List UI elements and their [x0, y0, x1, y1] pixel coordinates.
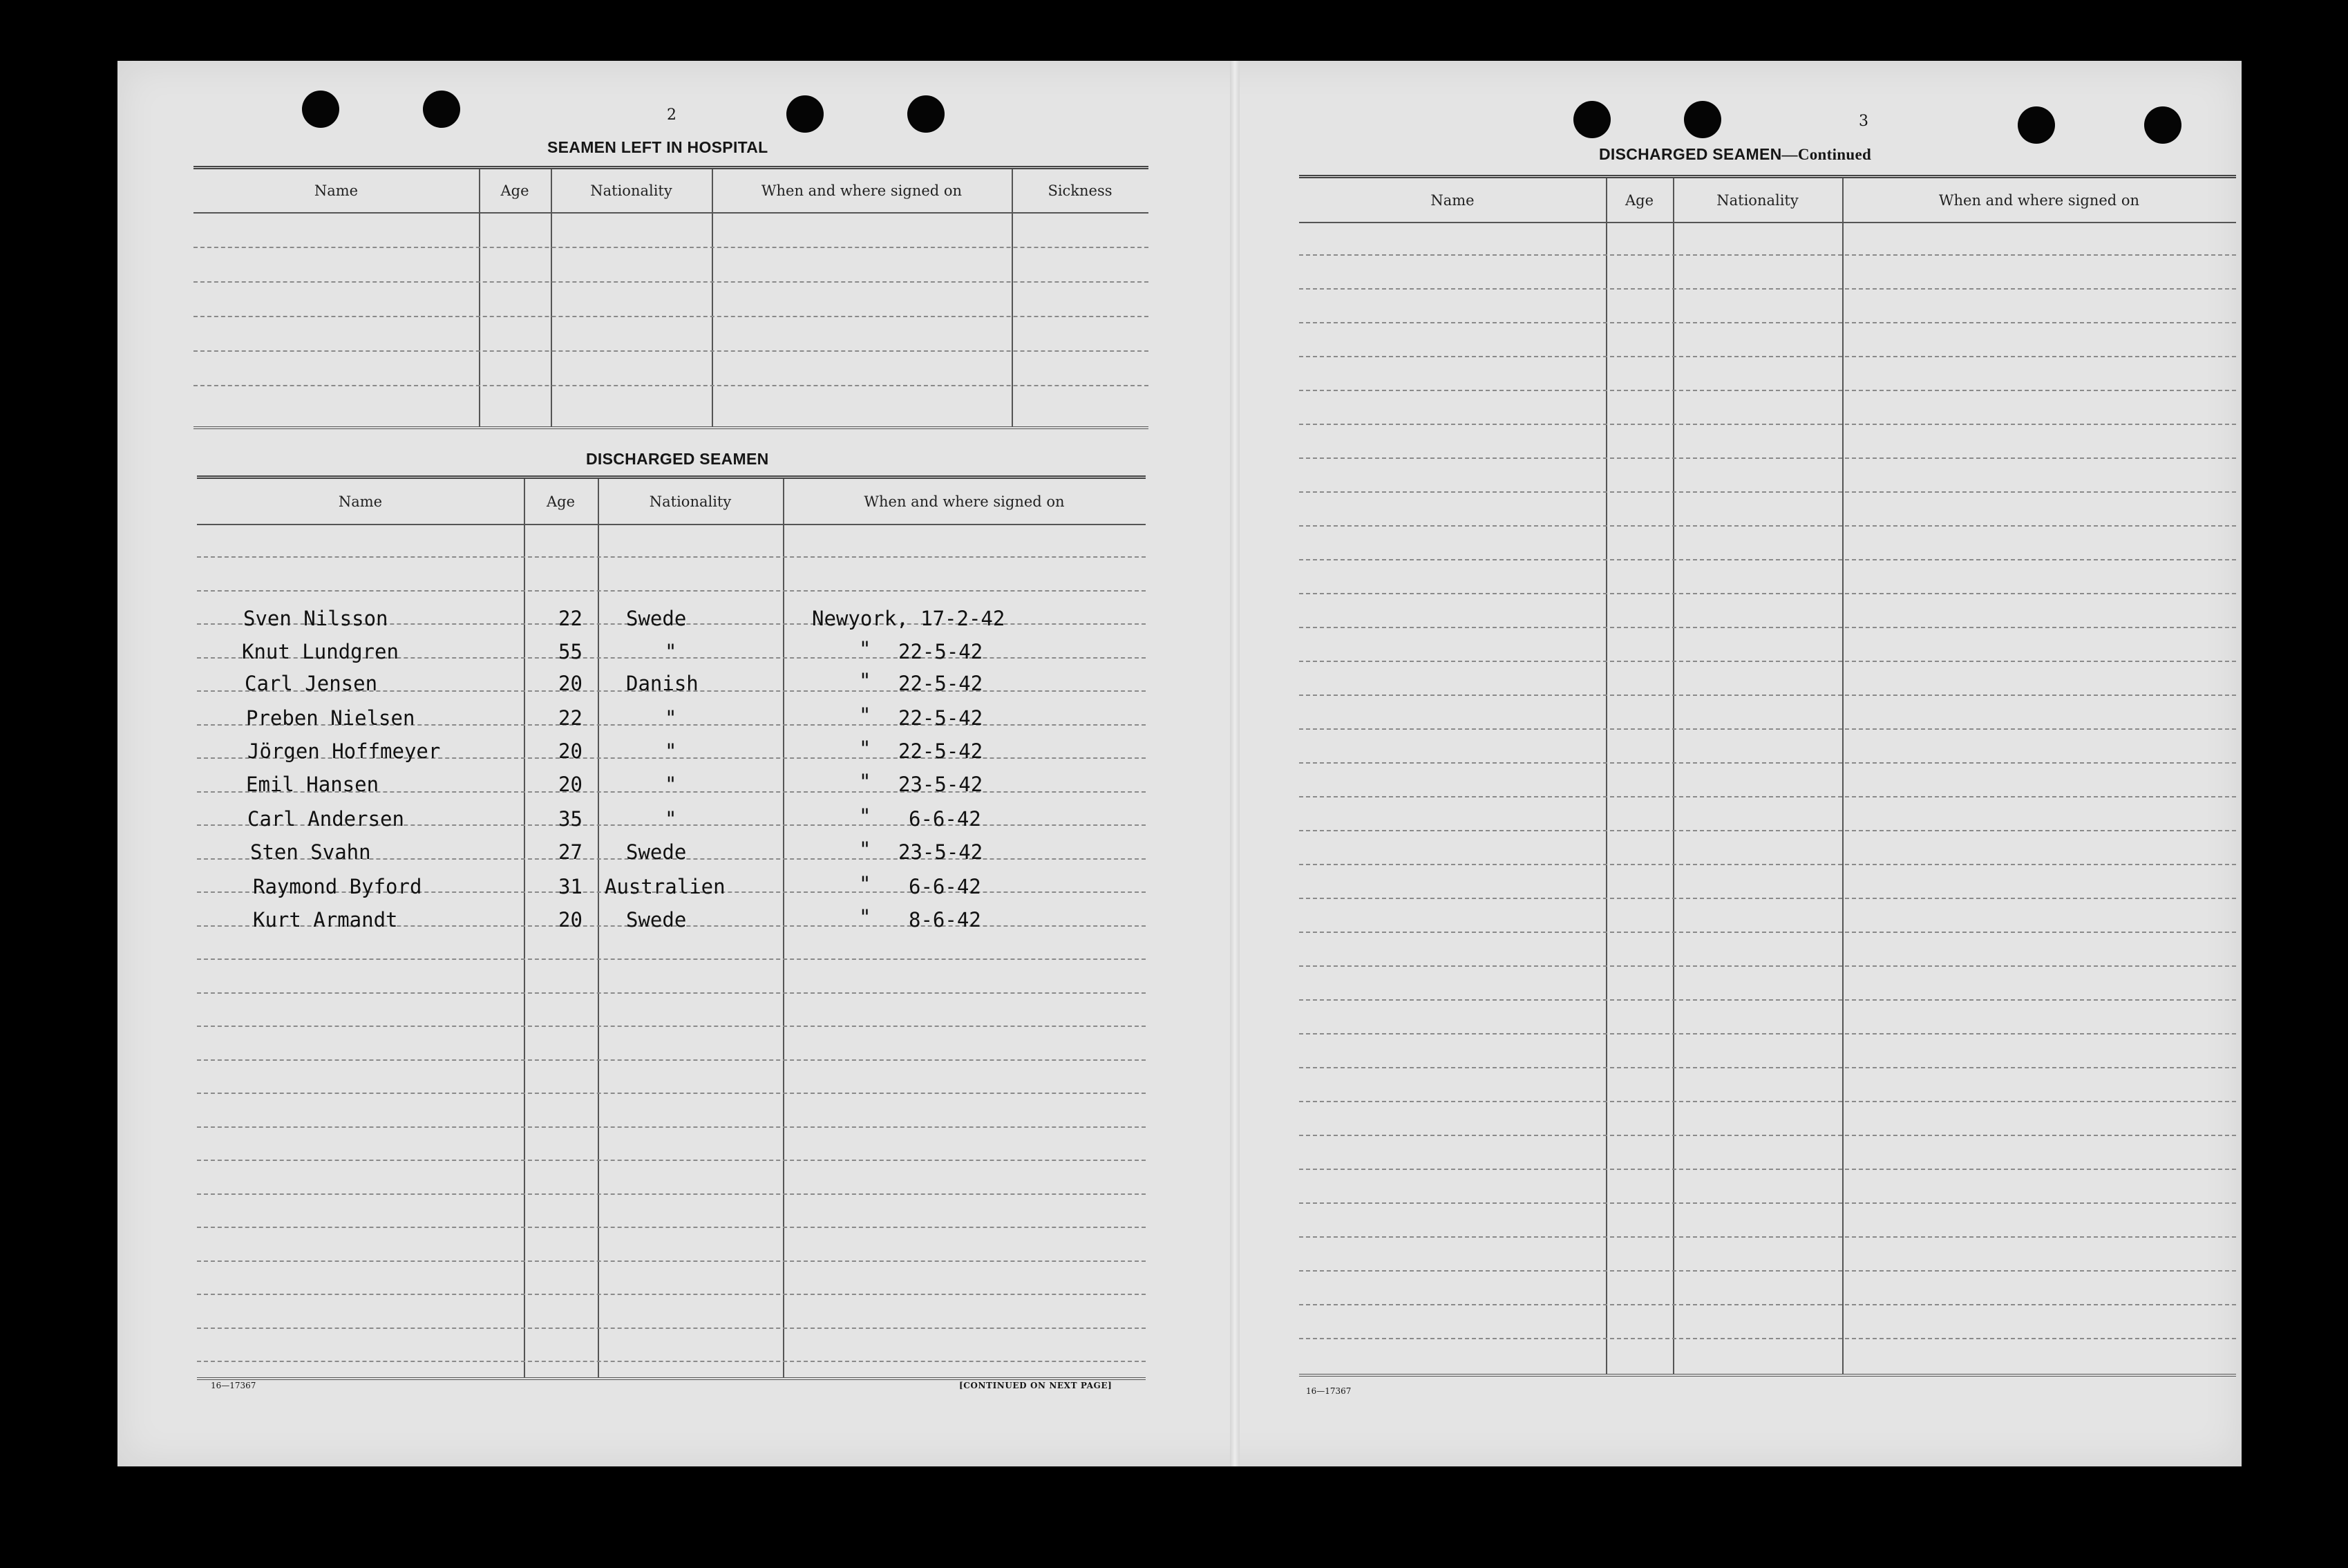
seaman-nationality: " [665, 807, 677, 831]
ditto-mark: " [859, 703, 871, 727]
seaman-age: 20 [558, 672, 583, 695]
column-divider [1606, 178, 1607, 1374]
column-divider [598, 479, 599, 1377]
page-number: 2 [667, 106, 676, 124]
signed-on-date: 22-5-42 [898, 672, 983, 695]
column-divider [712, 169, 713, 426]
ruled-line [1299, 593, 2236, 594]
ruled-line [1299, 491, 2236, 493]
signed-on-date: 22-5-42 [898, 640, 983, 663]
ruled-line [197, 1294, 1146, 1295]
hospital-table [193, 166, 1148, 429]
column-header-age: Age [546, 493, 576, 510]
seaman-age: 20 [558, 739, 583, 763]
ditto-mark: " [859, 804, 871, 828]
seaman-age: 27 [558, 840, 583, 864]
seaman-age: 35 [558, 807, 583, 831]
ruled-line [193, 281, 1148, 283]
ditto-mark: " [859, 637, 871, 661]
ruled-line [193, 316, 1148, 317]
column-divider [551, 169, 552, 426]
signed-on-date: 23-5-42 [898, 840, 983, 864]
signed-on-date: 23-5-42 [898, 773, 983, 796]
left-page [117, 61, 1223, 1466]
ruled-line [193, 247, 1148, 248]
seaman-name: Preben Nielsen [246, 706, 415, 730]
column-header-signed-on: When and where signed on [761, 182, 963, 199]
discharged-section-title: DISCHARGED SEAMEN [586, 450, 769, 468]
seaman-nationality: Swede [626, 607, 687, 630]
seaman-age: 55 [558, 640, 583, 663]
signed-on-date: 6-6-42 [909, 875, 981, 898]
ruled-line [197, 1026, 1146, 1027]
ruled-line [197, 1126, 1146, 1128]
signed-on-date: Newyork, 17-2-42 [812, 607, 1005, 630]
ruled-line [197, 1227, 1146, 1228]
seaman-name: Jörgen Hoffmeyer [247, 739, 441, 763]
ruled-line [1299, 1101, 2236, 1102]
column-header-name: Name [1430, 191, 1475, 209]
seaman-name: Carl Andersen [247, 807, 404, 831]
column-header-nationality: Nationality [590, 182, 672, 199]
ruled-line [1299, 457, 2236, 459]
ruled-line [1299, 1067, 2236, 1068]
document-sheet [117, 61, 2242, 1466]
ruled-line [1299, 627, 2236, 628]
column-divider [1673, 178, 1674, 1374]
ruled-line [1299, 898, 2236, 899]
continued-note: [CONTINUED ON NEXT PAGE] [959, 1381, 1113, 1390]
ruled-line [197, 1328, 1146, 1329]
form-number: 16—17367 [1306, 1386, 1352, 1396]
seaman-name: Raymond Byford [253, 875, 422, 898]
ruled-line [1299, 1270, 2236, 1272]
ruled-line [1299, 1033, 2236, 1035]
ruled-line [1299, 796, 2236, 797]
ruled-line [197, 1193, 1146, 1195]
ruled-line [1299, 965, 2236, 967]
ditto-mark: " [859, 838, 871, 861]
center-fold [1230, 61, 1240, 1466]
column-divider [524, 479, 525, 1377]
seaman-age: 22 [558, 706, 583, 730]
ruled-line [1299, 288, 2236, 290]
ruled-line [197, 992, 1146, 994]
ruled-line [193, 385, 1148, 386]
ruled-line [1299, 864, 2236, 865]
seaman-name: Knut Lundgren [242, 640, 399, 663]
ruled-line [1299, 661, 2236, 662]
seaman-nationality: Swede [626, 908, 687, 932]
seaman-nationality: Australien [605, 875, 726, 898]
signed-on-date: 8-6-42 [909, 908, 981, 932]
ruled-line [1299, 932, 2236, 933]
form-number: 16—17367 [211, 1381, 256, 1390]
discharged-continued-title [1599, 145, 1871, 164]
seaman-nationality: " [665, 739, 677, 763]
ditto-mark: " [859, 669, 871, 692]
column-header-age: Age [1625, 191, 1654, 209]
ruled-line [1299, 1338, 2236, 1339]
column-header-nationality: Nationality [1716, 191, 1799, 209]
column-header-age: Age [500, 182, 529, 199]
signed-on-date: 22-5-42 [898, 706, 983, 730]
ruled-line [197, 590, 1146, 592]
seaman-name: Kurt Armandt [253, 908, 398, 932]
ditto-mark: " [859, 872, 871, 896]
ruled-line [1299, 322, 2236, 323]
ruled-line [1299, 1169, 2236, 1170]
ruled-line [197, 1260, 1146, 1262]
ruled-line [1299, 559, 2236, 560]
ruled-line [197, 556, 1146, 558]
title-text: DISCHARGED SEAMEN [1599, 145, 1782, 163]
hospital-section-title: SEAMEN LEFT IN HOSPITAL [547, 138, 768, 156]
seaman-name: Sten Svahn [250, 840, 371, 864]
column-header-nationality: Nationality [649, 493, 732, 510]
discharged-table-header [197, 479, 1146, 525]
ruled-line [1299, 390, 2236, 391]
page-number: 3 [1859, 113, 1868, 130]
seaman-name: Emil Hansen [246, 773, 379, 796]
seaman-nationality: " [665, 640, 677, 663]
ruled-line [1299, 424, 2236, 425]
column-header-name: Name [338, 493, 383, 510]
signed-on-date: 22-5-42 [898, 739, 983, 763]
ruled-line [197, 1361, 1146, 1362]
ruled-line [1299, 525, 2236, 527]
column-header-sickness: Sickness [1048, 182, 1113, 199]
ditto-mark: " [859, 770, 871, 793]
column-divider [479, 169, 480, 426]
seaman-nationality: " [665, 706, 677, 730]
discharged-continued-table [1299, 175, 2236, 1377]
ruled-line [1299, 356, 2236, 357]
ruled-line [1299, 830, 2236, 831]
seaman-name: Carl Jensen [245, 672, 378, 695]
column-header-signed-on: When and where signed on [864, 493, 1065, 510]
ruled-line [197, 1160, 1146, 1161]
column-header-name: Name [314, 182, 359, 199]
ruled-line [1299, 1304, 2236, 1305]
ruled-line [197, 958, 1146, 960]
seaman-name: Sven Nilsson [243, 607, 388, 630]
ruled-line [1299, 762, 2236, 764]
ruled-line [1299, 1202, 2236, 1204]
right-page [1244, 61, 2242, 1466]
ruled-line [193, 350, 1148, 352]
ruled-line [197, 1093, 1146, 1094]
seaman-nationality: " [665, 773, 677, 796]
hospital-table-header [193, 169, 1148, 214]
ruled-line [197, 1059, 1146, 1061]
column-divider [1842, 178, 1844, 1374]
ruled-line [1299, 1236, 2236, 1238]
column-divider [783, 479, 784, 1377]
seaman-age: 31 [558, 875, 583, 898]
seaman-nationality: Swede [626, 840, 687, 864]
column-divider [1012, 169, 1013, 426]
title-suffix: —Continued [1781, 146, 1872, 163]
seaman-age: 20 [558, 773, 583, 796]
ruled-line [1299, 1135, 2236, 1136]
column-header-signed-on: When and where signed on [1938, 191, 2140, 209]
signed-on-date: 6-6-42 [909, 807, 981, 831]
ruled-line [1299, 254, 2236, 256]
ruled-line [1299, 695, 2236, 696]
seaman-age: 20 [558, 908, 583, 932]
seaman-nationality: Danish [626, 672, 699, 695]
ditto-mark: " [859, 905, 871, 929]
ruled-line [1299, 999, 2236, 1001]
ruled-line [1299, 728, 2236, 730]
continued-table-header [1299, 178, 2236, 223]
ditto-mark: " [859, 737, 871, 760]
seaman-age: 22 [558, 607, 583, 630]
